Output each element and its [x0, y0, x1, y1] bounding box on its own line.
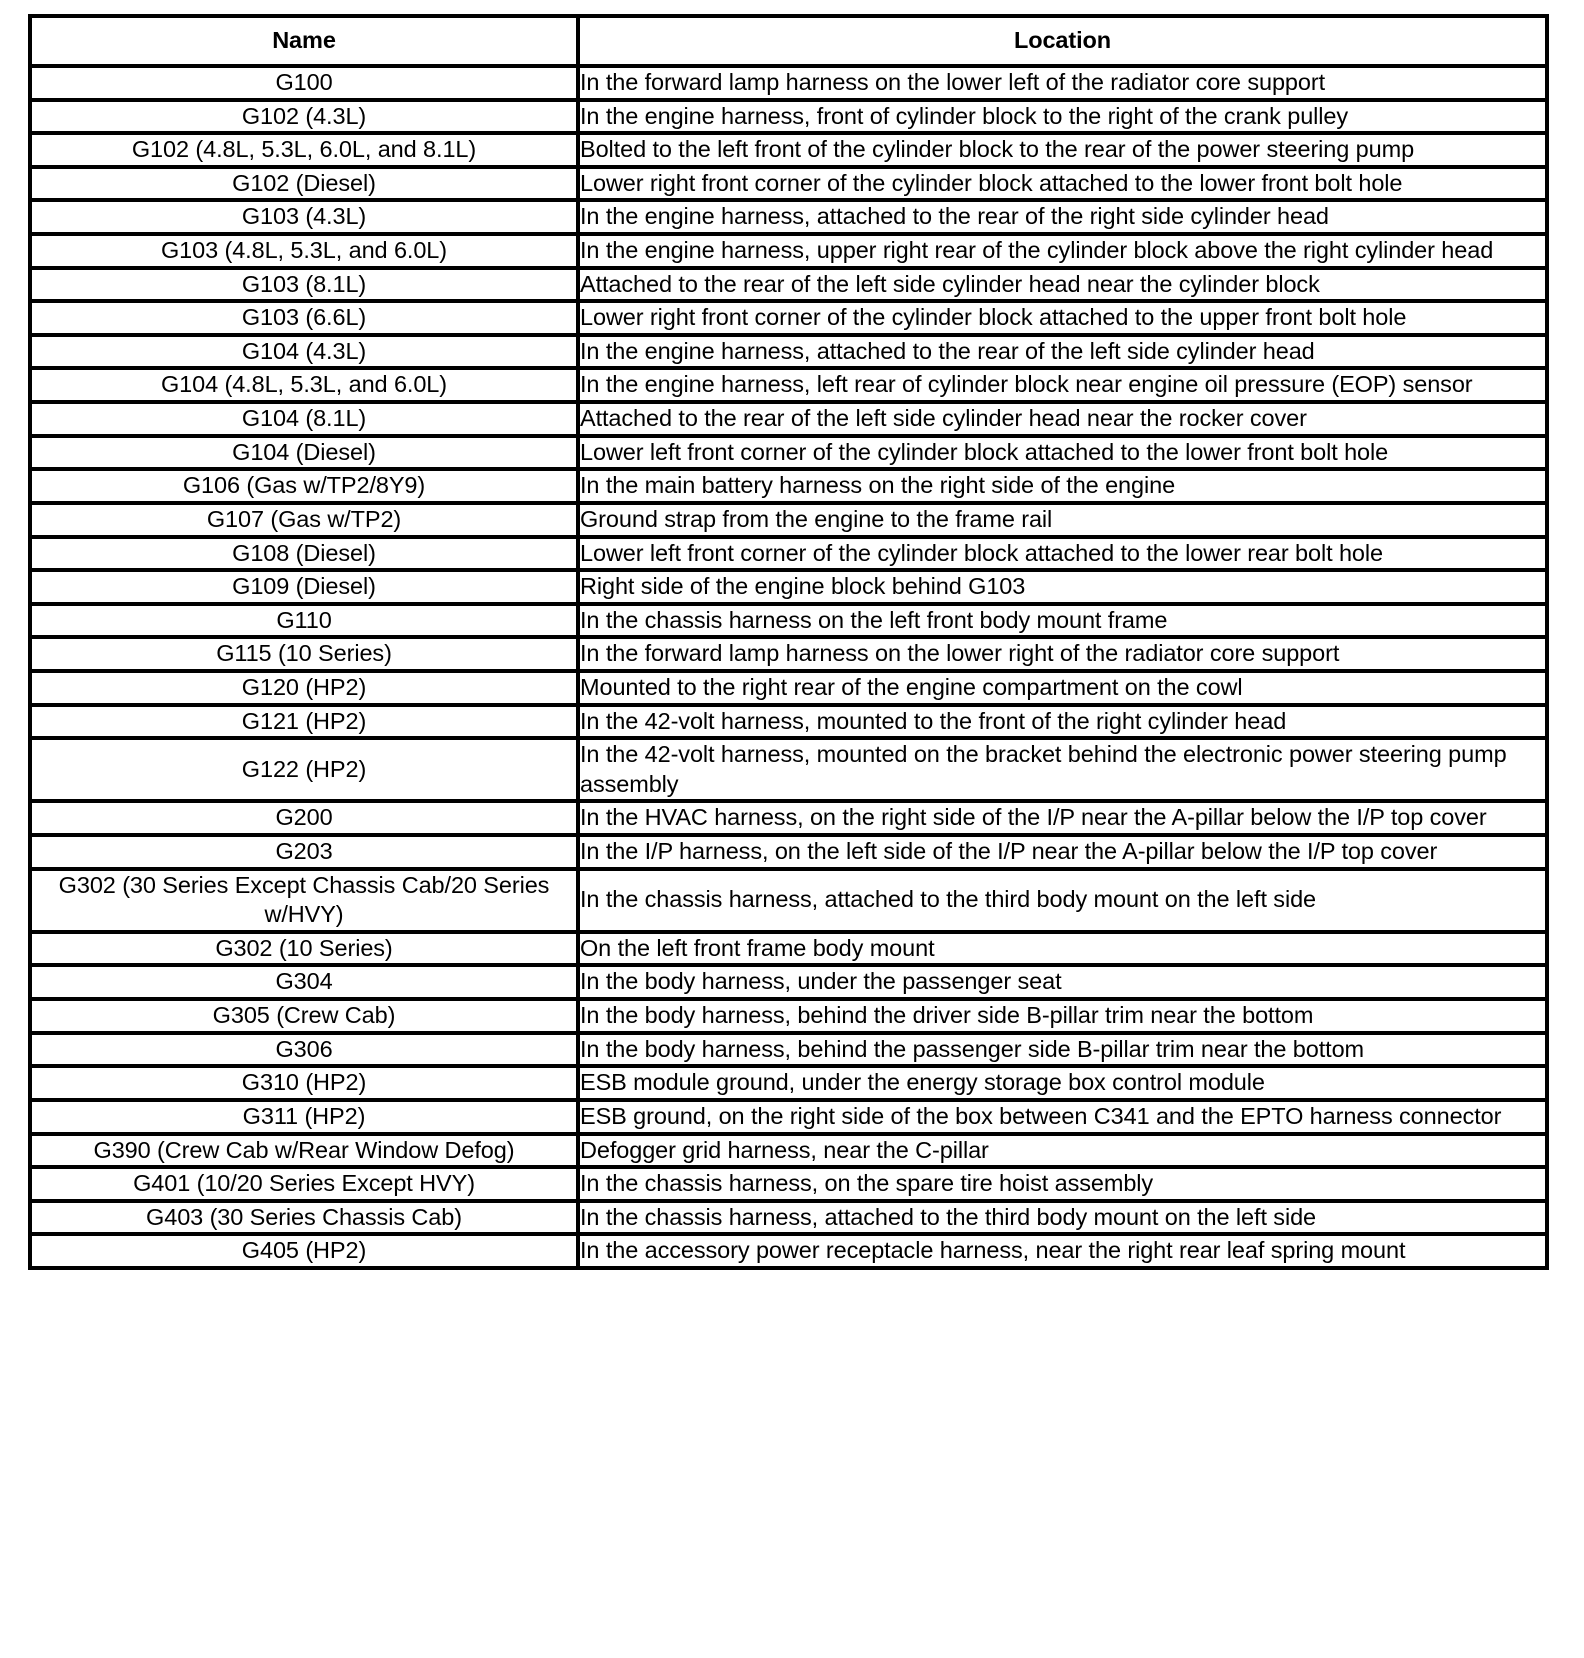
table-row — [30, 1100, 1547, 1134]
table-row — [30, 1033, 1547, 1067]
table-body — [30, 66, 1547, 1268]
column-header-location: Location — [578, 16, 1547, 66]
table-row — [30, 604, 1547, 638]
cell-ground-name: G102 (4.3L) — [30, 100, 578, 134]
cell-ground-name: G110 — [30, 604, 578, 638]
table-row — [30, 100, 1547, 134]
table-row — [30, 133, 1547, 167]
table-header — [30, 16, 1547, 66]
table-row — [30, 1201, 1547, 1235]
cell-ground-location: In the chassis harness, on the spare tire hoist assembly — [578, 1167, 1547, 1201]
cell-ground-name: G102 (4.8L, 5.3L, 6.0L, and 8.1L) — [30, 133, 578, 167]
cell-ground-name: G405 (HP2) — [30, 1234, 578, 1268]
cell-ground-name: G109 (Diesel) — [30, 570, 578, 604]
table-row — [30, 167, 1547, 201]
table-row — [30, 999, 1547, 1033]
cell-ground-name: G306 — [30, 1033, 578, 1067]
cell-ground-location: In the engine harness, attached to the rear of the left side cylinder head — [578, 335, 1547, 369]
cell-ground-name: G302 (30 Series Except Chassis Cab/20 Series w/HVY) — [30, 869, 578, 932]
table-row — [30, 1234, 1547, 1268]
cell-ground-location: Defogger grid harness, near the C-pillar — [578, 1134, 1547, 1168]
cell-ground-name: G104 (4.8L, 5.3L, and 6.0L) — [30, 368, 578, 402]
table-row — [30, 835, 1547, 869]
cell-ground-location: In the 42-volt harness, mounted on the bracket behind the electronic power steering pump assembly — [578, 738, 1547, 801]
table-row — [30, 301, 1547, 335]
cell-ground-location: On the left front frame body mount — [578, 932, 1547, 966]
cell-ground-location: ESB ground, on the right side of the box between C341 and the EPTO harness connector — [578, 1100, 1547, 1134]
cell-ground-location: In the body harness, behind the driver side B-pillar trim near the bottom — [578, 999, 1547, 1033]
table-row — [30, 66, 1547, 100]
ground-locations-table — [28, 14, 1549, 1270]
cell-ground-location: In the HVAC harness, on the right side of the I/P near the A-pillar below the I/P top cover — [578, 801, 1547, 835]
table-row — [30, 469, 1547, 503]
table-row — [30, 570, 1547, 604]
cell-ground-location: In the body harness, under the passenger seat — [578, 965, 1547, 999]
cell-ground-name: G122 (HP2) — [30, 738, 578, 801]
cell-ground-name: G107 (Gas w/TP2) — [30, 503, 578, 537]
cell-ground-name: G310 (HP2) — [30, 1066, 578, 1100]
cell-ground-name: G104 (Diesel) — [30, 436, 578, 470]
cell-ground-name: G203 — [30, 835, 578, 869]
table-row — [30, 234, 1547, 268]
cell-ground-name: G103 (4.3L) — [30, 200, 578, 234]
cell-ground-location: Ground strap from the engine to the frame rail — [578, 503, 1547, 537]
cell-ground-location: ESB module ground, under the energy storage box control module — [578, 1066, 1547, 1100]
table-row — [30, 932, 1547, 966]
cell-ground-location: In the 42-volt harness, mounted to the front of the right cylinder head — [578, 705, 1547, 739]
table-row — [30, 738, 1547, 801]
cell-ground-name: G103 (8.1L) — [30, 268, 578, 302]
cell-ground-name: G120 (HP2) — [30, 671, 578, 705]
table-row — [30, 1134, 1547, 1168]
cell-ground-name: G390 (Crew Cab w/Rear Window Defog) — [30, 1134, 578, 1168]
table-row — [30, 335, 1547, 369]
cell-ground-name: G305 (Crew Cab) — [30, 999, 578, 1033]
cell-ground-location: Lower left front corner of the cylinder block attached to the lower front bolt hole — [578, 436, 1547, 470]
cell-ground-location: In the chassis harness, attached to the third body mount on the left side — [578, 1201, 1547, 1235]
table-row — [30, 368, 1547, 402]
table-row — [30, 436, 1547, 470]
cell-ground-name: G403 (30 Series Chassis Cab) — [30, 1201, 578, 1235]
cell-ground-name: G103 (6.6L) — [30, 301, 578, 335]
cell-ground-location: In the engine harness, front of cylinder block to the right of the crank pulley — [578, 100, 1547, 134]
cell-ground-name: G104 (8.1L) — [30, 402, 578, 436]
table-row — [30, 268, 1547, 302]
table-row — [30, 402, 1547, 436]
cell-ground-location: Mounted to the right rear of the engine compartment on the cowl — [578, 671, 1547, 705]
cell-ground-location: In the chassis harness on the left front body mount frame — [578, 604, 1547, 638]
table-header-row — [30, 16, 1547, 66]
cell-ground-location: Attached to the rear of the left side cylinder head near the cylinder block — [578, 268, 1547, 302]
table-row — [30, 503, 1547, 537]
cell-ground-location: In the engine harness, attached to the rear of the right side cylinder head — [578, 200, 1547, 234]
cell-ground-name: G200 — [30, 801, 578, 835]
cell-ground-location: Right side of the engine block behind G103 — [578, 570, 1547, 604]
table-row — [30, 801, 1547, 835]
cell-ground-location: Bolted to the left front of the cylinder block to the rear of the power steering pump — [578, 133, 1547, 167]
table-row — [30, 200, 1547, 234]
cell-ground-location: In the main battery harness on the right side of the engine — [578, 469, 1547, 503]
cell-ground-name: G102 (Diesel) — [30, 167, 578, 201]
table-row — [30, 537, 1547, 571]
cell-ground-location: In the body harness, behind the passenger side B-pillar trim near the bottom — [578, 1033, 1547, 1067]
cell-ground-location: Lower left front corner of the cylinder block attached to the lower rear bolt hole — [578, 537, 1547, 571]
cell-ground-location: In the forward lamp harness on the lower right of the radiator core support — [578, 637, 1547, 671]
cell-ground-name: G311 (HP2) — [30, 1100, 578, 1134]
cell-ground-location: Lower right front corner of the cylinder block attached to the upper front bolt hole — [578, 301, 1547, 335]
cell-ground-name: G121 (HP2) — [30, 705, 578, 739]
table-row — [30, 637, 1547, 671]
table-row — [30, 705, 1547, 739]
table-row — [30, 869, 1547, 932]
table-row — [30, 1066, 1547, 1100]
cell-ground-location: In the engine harness, left rear of cylinder block near engine oil pressure (EOP) sensor — [578, 368, 1547, 402]
cell-ground-name: G115 (10 Series) — [30, 637, 578, 671]
cell-ground-name: G106 (Gas w/TP2/8Y9) — [30, 469, 578, 503]
cell-ground-name: G302 (10 Series) — [30, 932, 578, 966]
table-row — [30, 671, 1547, 705]
cell-ground-location: In the engine harness, upper right rear of the cylinder block above the right cylinder head — [578, 234, 1547, 268]
cell-ground-name: G304 — [30, 965, 578, 999]
cell-ground-location: Lower right front corner of the cylinder block attached to the lower front bolt hole — [578, 167, 1547, 201]
table-row — [30, 1167, 1547, 1201]
cell-ground-location: In the I/P harness, on the left side of the I/P near the A-pillar below the I/P top cover — [578, 835, 1547, 869]
cell-ground-location: In the chassis harness, attached to the third body mount on the left side — [578, 869, 1547, 932]
cell-ground-name: G103 (4.8L, 5.3L, and 6.0L) — [30, 234, 578, 268]
cell-ground-location: Attached to the rear of the left side cylinder head near the rocker cover — [578, 402, 1547, 436]
cell-ground-name: G104 (4.3L) — [30, 335, 578, 369]
cell-ground-location: In the accessory power receptacle harness, near the right rear leaf spring mount — [578, 1234, 1547, 1268]
column-header-name: Name — [30, 16, 578, 66]
cell-ground-name: G100 — [30, 66, 578, 100]
cell-ground-name: G108 (Diesel) — [30, 537, 578, 571]
cell-ground-location: In the forward lamp harness on the lower left of the radiator core support — [578, 66, 1547, 100]
table-row — [30, 965, 1547, 999]
cell-ground-name: G401 (10/20 Series Except HVY) — [30, 1167, 578, 1201]
